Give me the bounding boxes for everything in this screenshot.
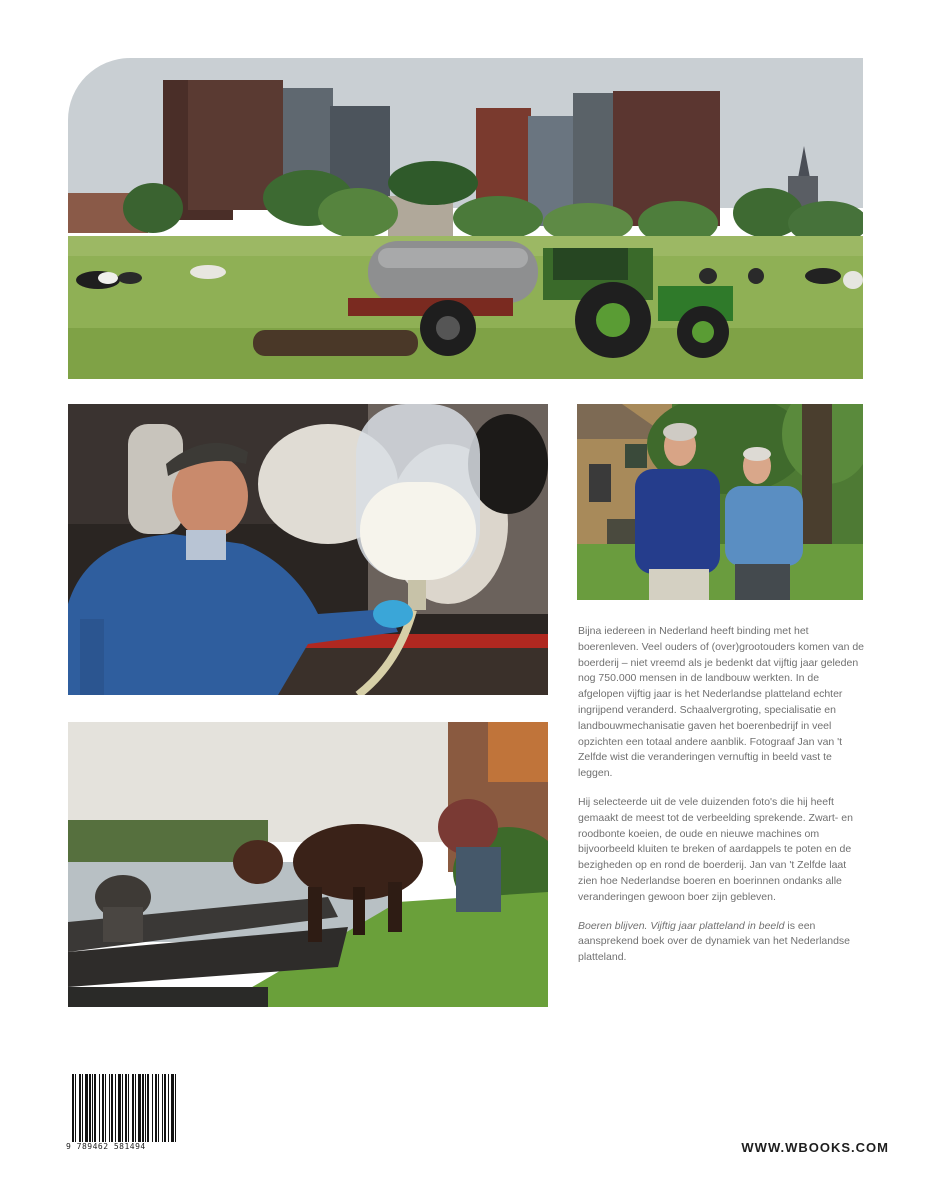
barcode-bar <box>102 1074 104 1142</box>
blurb-paragraph-3 <box>578 919 868 966</box>
barcode-bar <box>75 1074 76 1142</box>
barcode-bar <box>128 1074 129 1142</box>
book-title: Boeren blijven. Vijftig jaar platteland in beeld <box>578 919 785 932</box>
barcode-bar <box>145 1074 146 1142</box>
barcode-bar <box>125 1074 127 1142</box>
barcode-bar <box>94 1074 96 1142</box>
photo-farmer-milking <box>68 404 548 695</box>
photo-tractor-meadow <box>68 58 863 379</box>
barcode-bar <box>92 1074 93 1142</box>
photo-cow-boat <box>68 722 548 1007</box>
barcode-bar <box>85 1074 88 1142</box>
barcode-bar <box>82 1074 83 1142</box>
barcode-bar <box>109 1074 110 1142</box>
back-cover-description <box>578 624 868 979</box>
barcode-bar <box>99 1074 100 1142</box>
barcode-bar <box>155 1074 157 1142</box>
barcode-bar <box>162 1074 163 1142</box>
barcode-bar <box>138 1074 141 1142</box>
isbn-number: 9 789462 581494 <box>66 1142 146 1151</box>
barcode-bar <box>122 1074 123 1142</box>
barcode-bar <box>175 1074 176 1142</box>
photo-two-men-farmhouse <box>577 404 863 600</box>
blurb-paragraph-2: Hij selecteerde uit de vele duizenden foto's die hij heeft gemaakt de meest tot de verbeelding sprekende. Zwart- en roodbonte koeien, de oude en nieuwe machines om bijvoorbeeld kluiten te breken of aardappels te poten en de bezigheden op en rond de boerderij. Jan van 't Zelfde laat zien hoe Nederlandse boeren en boerinnen ondanks alle veranderingen gewoon boer zijn gebleven. <box>578 795 853 903</box>
barcode-bar <box>142 1074 144 1142</box>
barcode-bar <box>171 1074 174 1142</box>
barcode-bar <box>72 1074 74 1142</box>
blurb-paragraph-1: Bijna iedereen in Nederland heeft binding met het boerenleven. Veel ouders of (over)grootouders komen van de boerderij – niet vreemd als je bedenkt dat vijftig jaar geleden nog 750.000 mensen in de landbouw werkten. In de afgelopen vijftig jaar is het Nederlandse platteland echter ingrijpend veranderd. Schaalvergroting, specialisatie en landbouwmechanisatie gaven het boerenbedrijf in veel opzichten een totaal andere aanblik. Fotograaf Jan van 't Zelfde wist die veranderingen vernuftig in beeld vast te leggen. <box>578 625 865 780</box>
barcode-bar <box>105 1074 106 1142</box>
publisher-url[interactable]: WWW.WBOOKS.COM <box>741 1140 889 1155</box>
barcode-bar <box>79 1074 81 1142</box>
barcode-bar <box>89 1074 91 1142</box>
barcode-bar <box>111 1074 113 1142</box>
barcode-bar <box>147 1074 149 1142</box>
barcode-bar <box>158 1074 159 1142</box>
barcode-bar <box>132 1074 134 1142</box>
barcode-bar <box>168 1074 169 1142</box>
blurb-paragraph-3-rest: is een aansprekend boek over de dynamiek van het Nederlandse platteland. <box>578 919 851 964</box>
barcode-bar <box>164 1074 166 1142</box>
barcode-bar <box>152 1074 153 1142</box>
barcode-bar <box>115 1074 116 1142</box>
barcode-bar <box>118 1074 121 1142</box>
barcode-bar <box>135 1074 136 1142</box>
